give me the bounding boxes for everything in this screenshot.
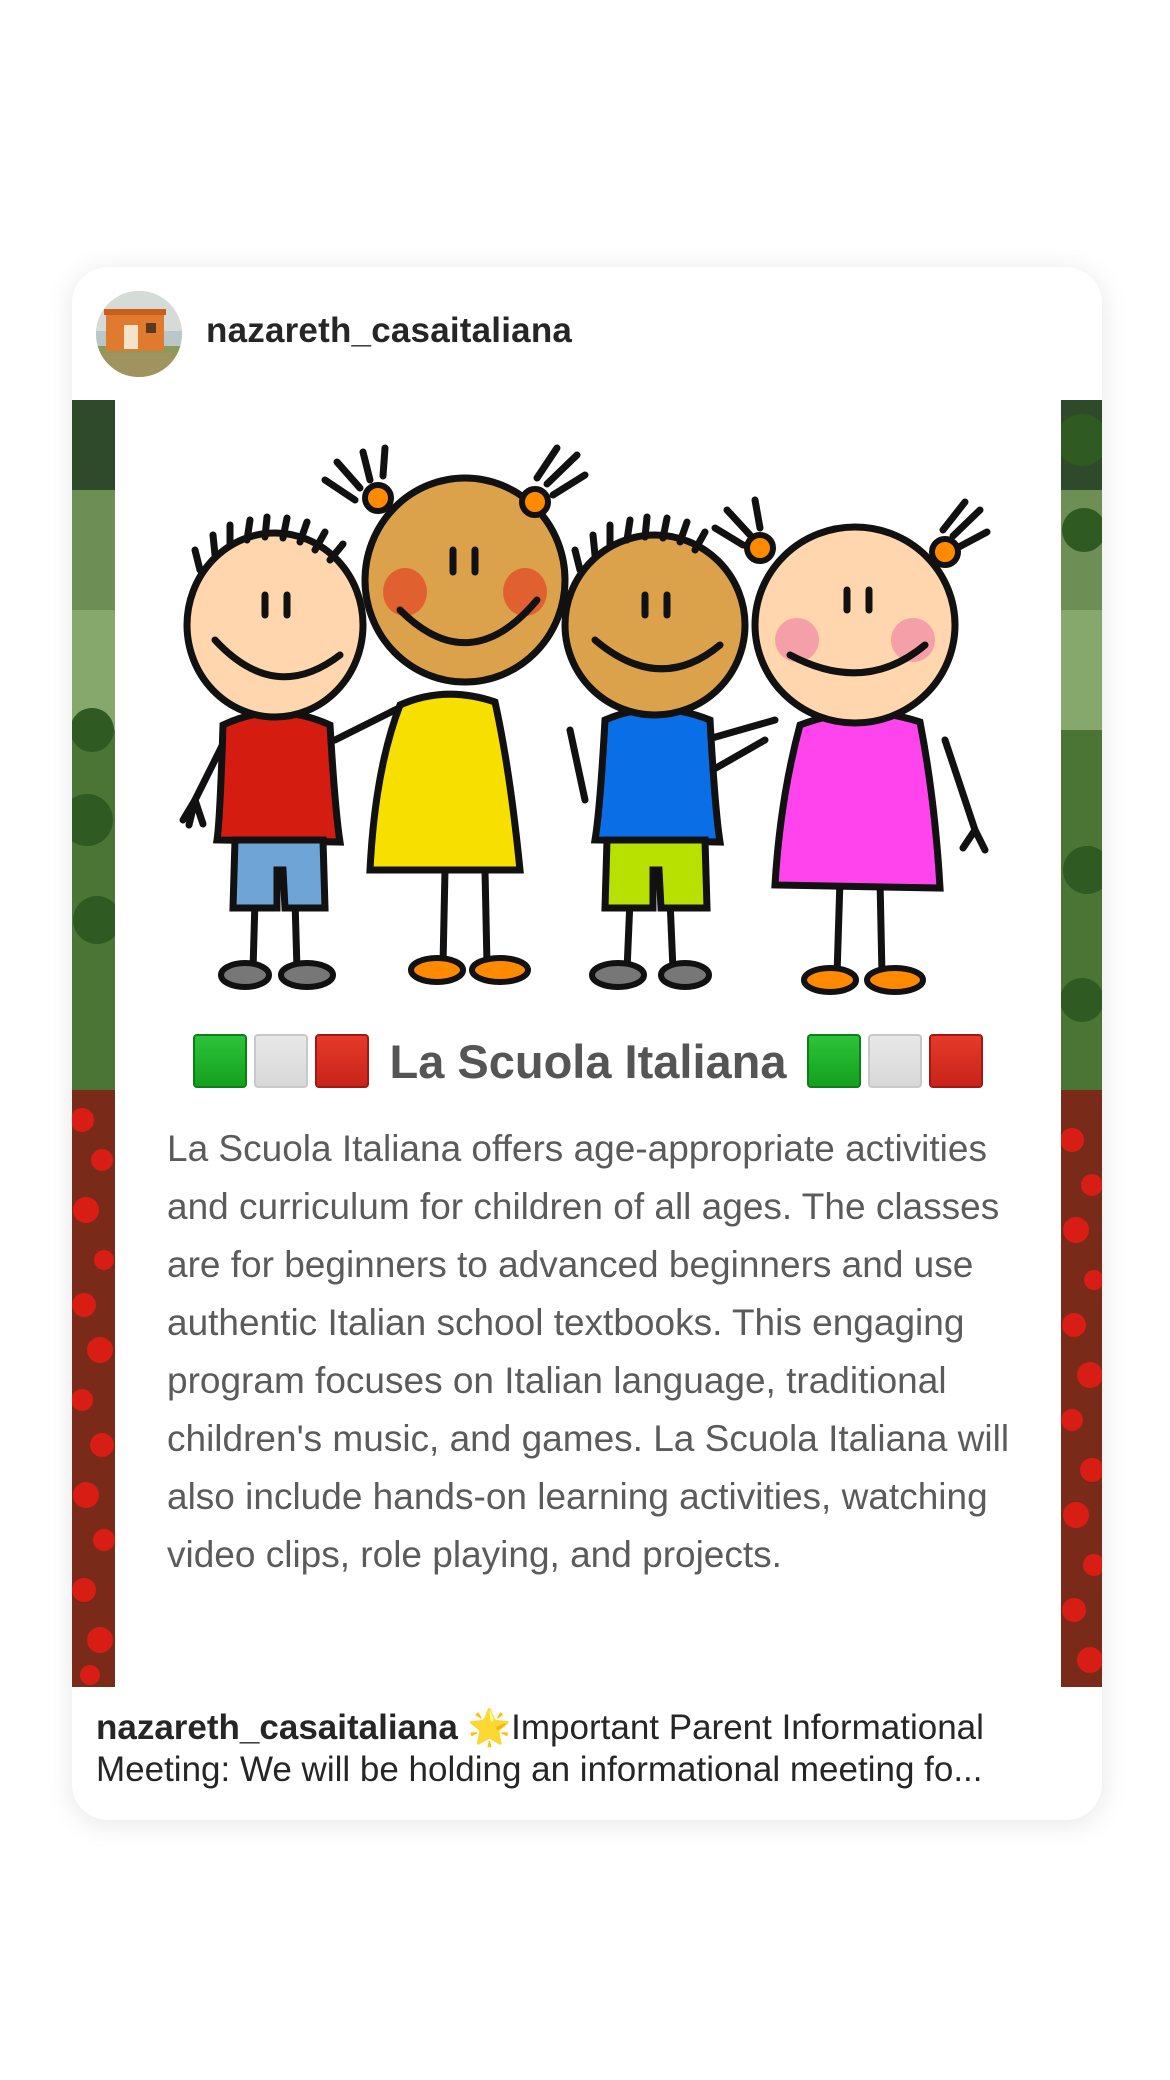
post-username[interactable]: nazareth_casaitaliana (206, 311, 573, 350)
flag-white-square (868, 1034, 922, 1088)
caption-line-1 (96, 1707, 1086, 1749)
caption-username[interactable]: nazareth_casaitaliana (96, 1708, 468, 1747)
flag-white-square (254, 1034, 308, 1088)
post-caption[interactable] (96, 1707, 1086, 1791)
cartoon-children-illustration (175, 440, 1001, 1000)
profile-avatar[interactable] (96, 291, 182, 377)
flag-green-square (193, 1034, 247, 1088)
flag-red-square (315, 1034, 369, 1088)
flyer-title: La Scuola Italiana (389, 1034, 787, 1088)
italian-flag-icon (807, 1034, 983, 1088)
flyer-description: La Scuola Italiana offers age-appropriate activities and curriculum for children of all ages. The classes are for beginners to advanced beginners and use authentic Italian school textbooks. This engaging program focuses on Italian language, traditional children's music, and games. La Scuola Italiana will also include hands-on learning activities, watching video clips, role playing, and projects. (167, 1128, 1010, 1575)
caption-text-1: 🌟Important Parent Informational (467, 1708, 984, 1747)
post-image[interactable] (72, 400, 1102, 1687)
post-header (72, 267, 1102, 400)
flyer-panel (115, 400, 1061, 1687)
flag-red-square (929, 1034, 983, 1088)
post-card (72, 267, 1102, 1820)
flyer-title-row (115, 1028, 1061, 1094)
house-photo-avatar-icon (96, 291, 182, 377)
caption-line-2: Meeting: We will be holding an informational meeting fo... (96, 1750, 983, 1789)
italian-flag-icon (193, 1034, 369, 1088)
flag-green-square (807, 1034, 861, 1088)
